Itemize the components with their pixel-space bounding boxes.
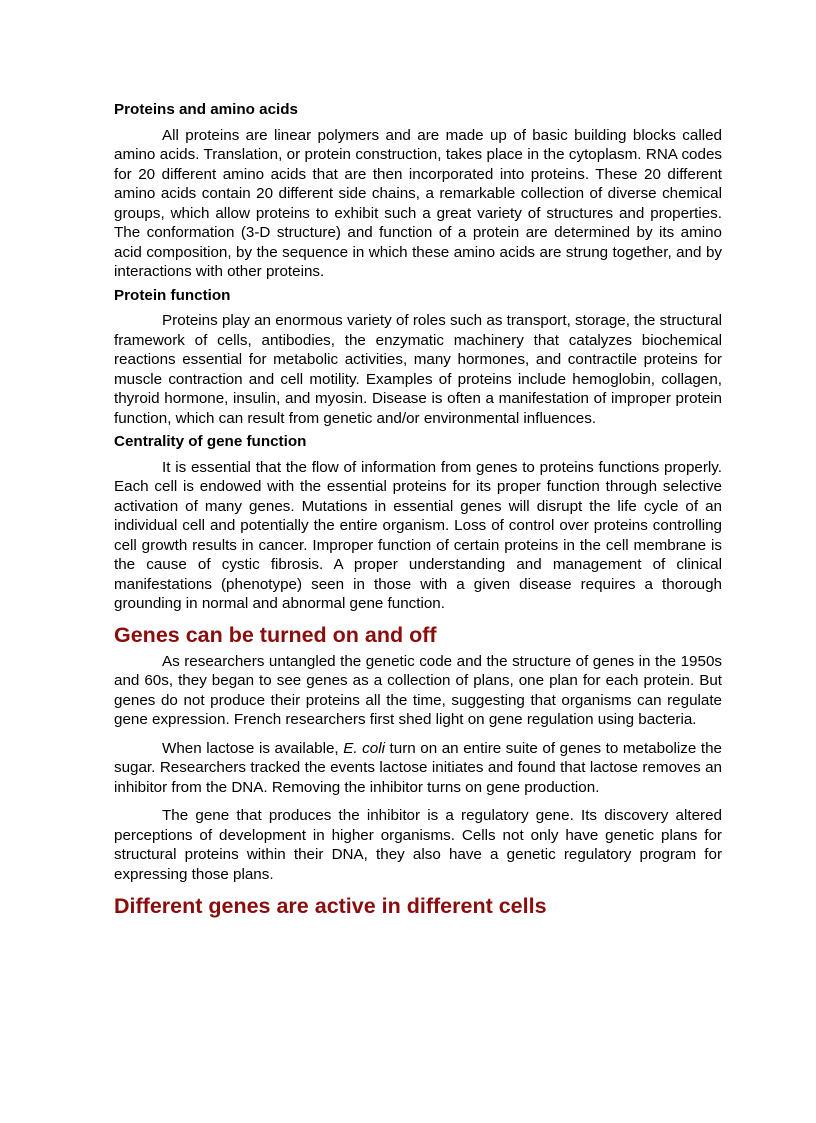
e-coli-italic: E. coli [343,739,385,757]
paragraph-genes-on-off-2 [114,739,722,798]
paragraph-centrality: It is essential that the flow of information from genes to proteins functions properly. Each cell is endowed with the essential proteins for its proper function through selective activation of many genes. Mutations in essential genes will disrupt the life cycle of an individual cell and potentially the entire organism. Loss of control over proteins controlling cell growth results in cancer. Improper function of certain proteins in the cell membrane is the cause of cystic fibrosis. A proper understanding and management of clinical manifestations (phenotype) seen in those with a given disease requires a thorough grounding in normal and abnormal gene function. [114,458,722,612]
heading-centrality-of-gene-function: Centrality of gene function [114,433,307,450]
heading-proteins-and-amino-acids: Proteins and amino acids [114,101,298,118]
paragraph-genes-on-off-1: As researchers untangled the genetic code and the structure of genes in the 1950s and 60s, they began to see genes as a collection of plans, one plan for each protein. But genes do not produce their proteins all the time, suggesting that organisms can regulate gene expression. French researchers first shed light on gene regulation using bacteria. [114,652,722,728]
lactose-text-start: When lactose is available, [162,739,344,757]
document-page [114,99,722,919]
heading-genes-turned-on-off: Genes can be turned on and off [114,622,437,647]
paragraph-genes-on-off-3: The gene that produces the inhibitor is a regulatory gene. Its discovery altered perceptions of development in higher organisms. Cells not only have genetic plans for structural proteins within their DNA, they also have a genetic regulatory program for expressing those plans. [114,807,722,883]
heading-protein-function: Protein function [114,286,231,304]
paragraph-proteins-amino-acids: All proteins are linear polymers and are made up of basic building blocks called amino acids. Translation, or protein construction, takes place in the cytoplasm. RNA codes for 20 different amino acids that are then incorporated into proteins. These 20 different amino acids contain 20 different side chains, a remarkable collection of diverse chemical groups, which allow proteins to exhibit such a great variety of structures and properties. The conformation (3-D structure) and function of a protein are determined by its amino acid composition, by the sequence in which these amino acids are strung together, and by interactions with other proteins. [114,126,722,280]
lactose-text-end: turn on an entire suite of genes to metabolize the sugar. Researchers tracked the events lactose initiates and found that lactose removes an inhibitor from the DNA. Removing the inhibitor turns on gene production. [114,739,722,796]
paragraph-protein-function: Proteins play an enormous variety of roles such as transport, storage, the structural framework of cells, antibodies, the enzymatic machinery that catalyzes biochemical reactions essential for metabolic activities, many hormones, and contractile proteins for muscle contraction and cell motility. Examples of proteins include hemoglobin, collagen, thyroid hormone, insulin, and myosin. Disease is often a manifestation of improper protein function, which can result from genetic and/or environmental influences. [114,312,722,427]
heading-different-genes-active: Different genes are active in different cells [114,894,547,918]
